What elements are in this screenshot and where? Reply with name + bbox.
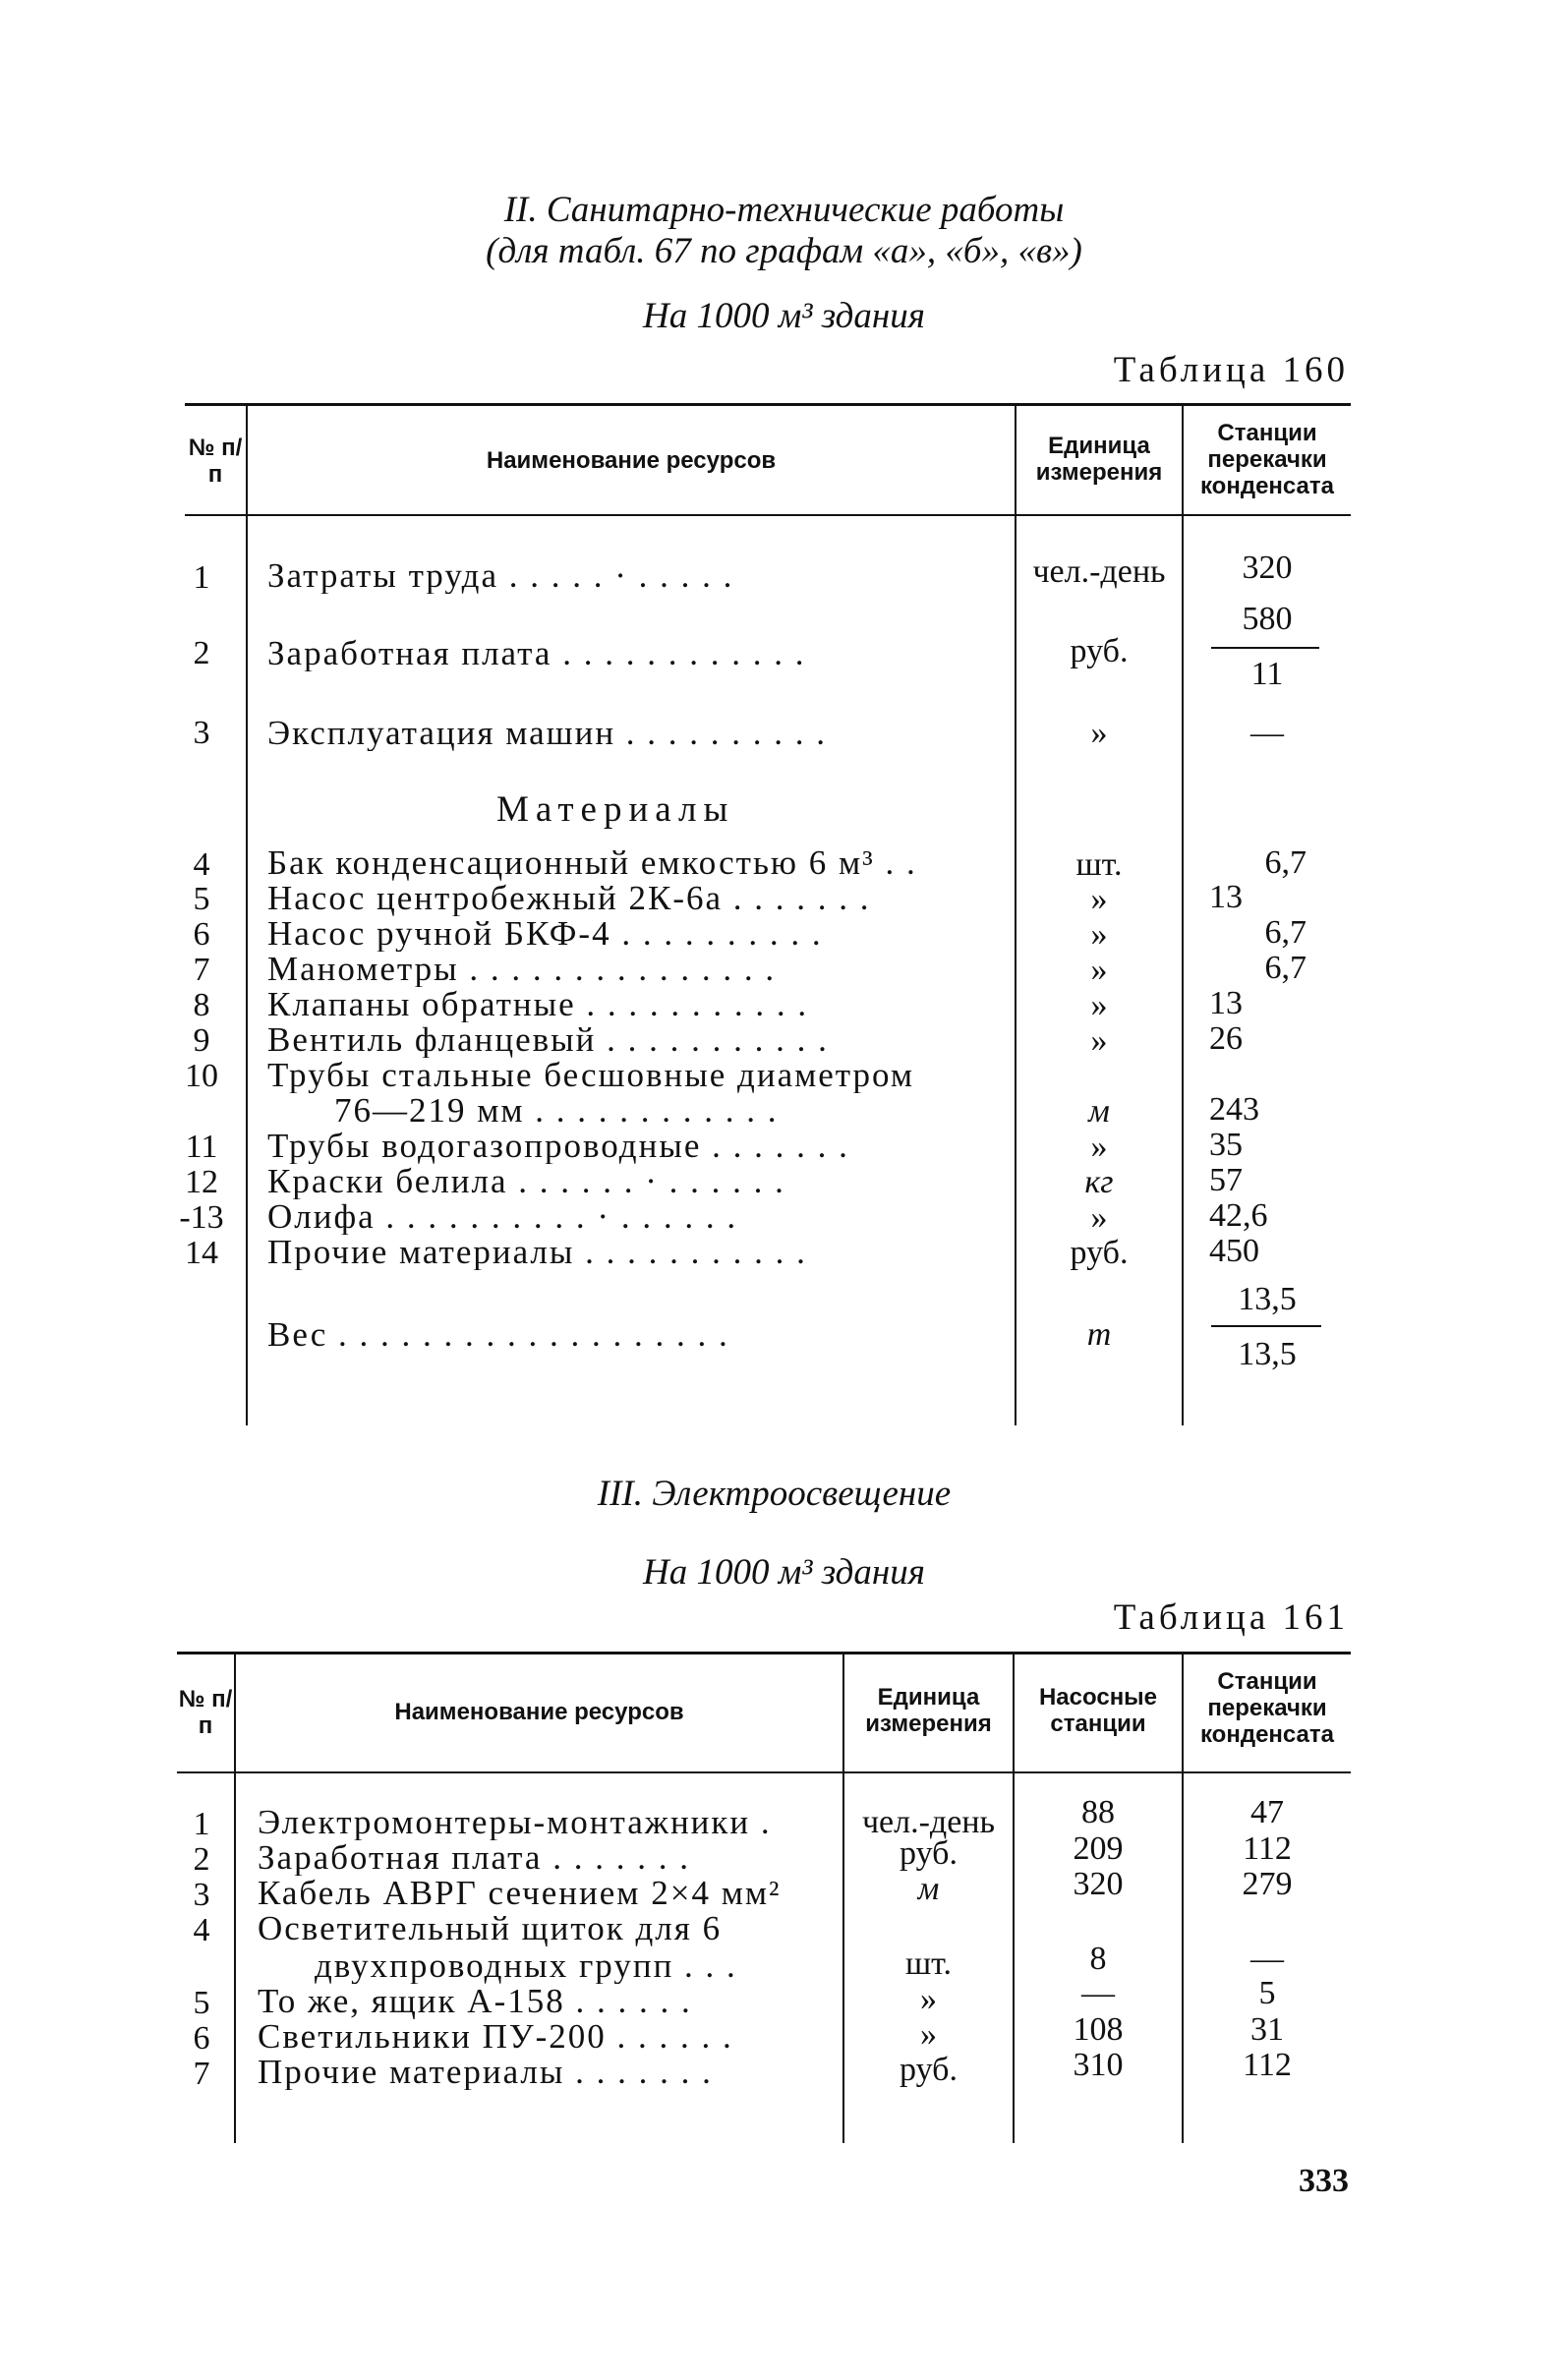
row-num: 7 [193,952,210,988]
header-name: Наименование ресурсов [394,1699,684,1725]
row-value-condensate: 47 [1250,1794,1284,1830]
row-name: Манометры . . . . . . . . . . . . . . . [267,952,777,987]
row-name: Трубы водогазопроводные . . . . . . . [267,1129,849,1164]
row-unit: » [1090,916,1108,953]
row-value: 26 [1209,1020,1243,1057]
row-value: 57 [1209,1162,1243,1198]
header-name: Наименование ресурсов [486,447,777,474]
row-name-continued: 76—219 мм . . . . . . . . . . . . [334,1093,779,1129]
row-unit: руб. [1070,1235,1129,1271]
row-value: 243 [1209,1091,1259,1128]
fraction-bar [1211,1325,1321,1327]
row-num: 1 [193,1806,210,1842]
row-num: 10 [185,1058,218,1094]
row-value-condensate: 5 [1258,1975,1276,2011]
row-unit: » [920,1981,937,2017]
row-unit: руб. [900,1835,958,1872]
row-value: 6,7 [1264,950,1307,986]
row-num: 5 [193,881,210,917]
table-161-label: Таблица 161 [1113,1597,1349,1638]
weight-name: Вес . . . . . . . . . . . . . . . . . . . [267,1317,729,1353]
row-unit: » [1090,881,1108,917]
row-num: 2 [193,635,210,671]
row-name: Эксплуатация машин . . . . . . . . . . [267,716,828,751]
header-unit: Единица измерения [1035,433,1163,486]
row-name: Вентиль фланцевый . . . . . . . . . . . [267,1022,829,1058]
row-name: Электромонтеры-монтажники . [258,1805,772,1840]
row-unit: м [1088,1093,1110,1130]
row-name: Бак конденсационный емкостью 6 м³ . . [267,845,917,881]
header-pump-stations: Насосные станции [1038,1684,1158,1737]
row-unit: руб. [900,2052,958,2088]
row-name: Затраты труда . . . . . · . . . . . [267,558,734,594]
section2-subtitle: (для табл. 67 по графам «а», «б», «в») [486,231,1082,271]
row-num: 11 [185,1129,218,1165]
row-value: 42,6 [1209,1197,1268,1234]
row-unit: » [1090,1129,1108,1165]
row-value: 13 [1209,879,1243,915]
row-value-pump: 8 [1089,1941,1107,1977]
row-name: Прочие материалы . . . . . . . . . . . [267,1235,807,1270]
row-num: 6 [193,2020,210,2057]
row-name: Трубы стальные бесшовные диаметром [267,1058,915,1093]
row-value: 6,7 [1264,914,1307,951]
row-name: Клапаны обратные . . . . . . . . . . . [267,987,809,1022]
header-num: № п/п [188,435,243,488]
weight-value-bottom: 13,5 [1238,1336,1297,1372]
row-name: Кабель АВРГ сечением 2×4 мм² [258,1876,782,1911]
row-num: 3 [193,715,210,751]
row-unit: шт. [1075,846,1123,883]
row-value: 320 [1242,550,1293,586]
row-value-condensate: — [1250,1941,1284,1977]
weight-value-top: 13,5 [1238,1281,1297,1317]
weight-unit: т [1086,1316,1112,1353]
section2-title: II. Санитарно-технические работы [503,190,1065,230]
row-num: 2 [193,1841,210,1878]
header-unit: Единица измерения [865,1684,992,1737]
row-num: 5 [193,1985,210,2021]
row-value: 13 [1209,985,1243,1021]
row-unit: » [1090,1022,1108,1059]
row-value-condensate: 112 [1243,1830,1292,1867]
header-station-condensate: Станции перекачки конденсата [1199,1668,1335,1748]
row-num: 1 [193,559,210,596]
row-unit: » [1090,952,1108,988]
row-value: 6,7 [1264,844,1307,881]
row-unit: м [917,1871,940,1907]
row-name: Осветительный щиток для 6 [258,1911,723,1946]
row-name: То же, ящик А-158 . . . . . . [258,1984,692,2019]
row-value-pump: 108 [1073,2011,1124,2048]
section3-unit-note: На 1000 м³ здания [643,1552,925,1593]
row-value: 450 [1209,1233,1259,1269]
row-unit: шт. [905,1945,952,1982]
header-num: № п/п [178,1686,233,1739]
row-value-pump: 310 [1073,2047,1124,2083]
row-value-bottom: 11 [1250,656,1284,692]
row-num: 14 [185,1235,218,1271]
page-number: 333 [1299,2163,1349,2199]
row-name: Заработная плата . . . . . . . . . . . . [267,636,806,671]
row-unit: » [1090,1199,1108,1236]
row-num: -13 [179,1199,224,1236]
row-value: 35 [1209,1127,1243,1163]
row-value-pump: 320 [1073,1866,1124,1902]
row-value-pump: — [1081,1975,1115,2011]
row-unit: » [920,2016,937,2053]
row-name: Заработная плата . . . . . . . [258,1840,690,1876]
row-num: 8 [193,987,210,1023]
row-name-continued: двухпроводных групп . . . [315,1948,737,1984]
row-name: Светильники ПУ-200 . . . . . . [258,2019,733,2055]
row-unit: чел.-день [861,1804,996,1840]
row-num: 4 [193,1912,210,1948]
row-value-condensate: 31 [1250,2011,1284,2048]
row-unit: руб. [1070,633,1129,669]
header-station-condensate: Станции перекачки конденсата [1199,420,1335,499]
row-name: Олифа . . . . . . . . . . · . . . . . . [267,1199,738,1235]
row-value-pump: 209 [1073,1830,1124,1867]
row-value-condensate: 112 [1243,2047,1292,2083]
row-unit: » [1090,987,1108,1023]
row-unit: » [1090,715,1108,751]
section2-unit-note: На 1000 м³ здания [643,296,925,336]
row-name: Краски белила . . . . . . · . . . . . . [267,1164,785,1199]
row-num: 4 [193,846,210,883]
row-name: Прочие материалы . . . . . . . [258,2055,713,2090]
row-value-pump: 88 [1081,1794,1115,1830]
row-num: 9 [193,1022,210,1059]
row-name: Насос ручной БКФ-4 . . . . . . . . . . [267,916,823,952]
row-value-condensate: 279 [1242,1866,1293,1902]
row-num: 3 [193,1877,210,1913]
row-name: Насос центробежный 2К-6а . . . . . . . [267,881,871,916]
row-value: — [1250,715,1284,751]
row-num: 12 [185,1164,218,1200]
row-value-top: 580 [1242,601,1293,637]
fraction-bar [1211,647,1319,649]
table-160-label: Таблица 160 [1113,350,1349,390]
row-unit: чел.-день [1032,553,1166,590]
section3-title: III. Электроосвещение [597,1474,952,1514]
materials-label: Материалы [496,789,735,830]
row-num: 6 [193,916,210,953]
row-num: 7 [193,2056,210,2092]
row-unit: кг [1084,1164,1114,1200]
